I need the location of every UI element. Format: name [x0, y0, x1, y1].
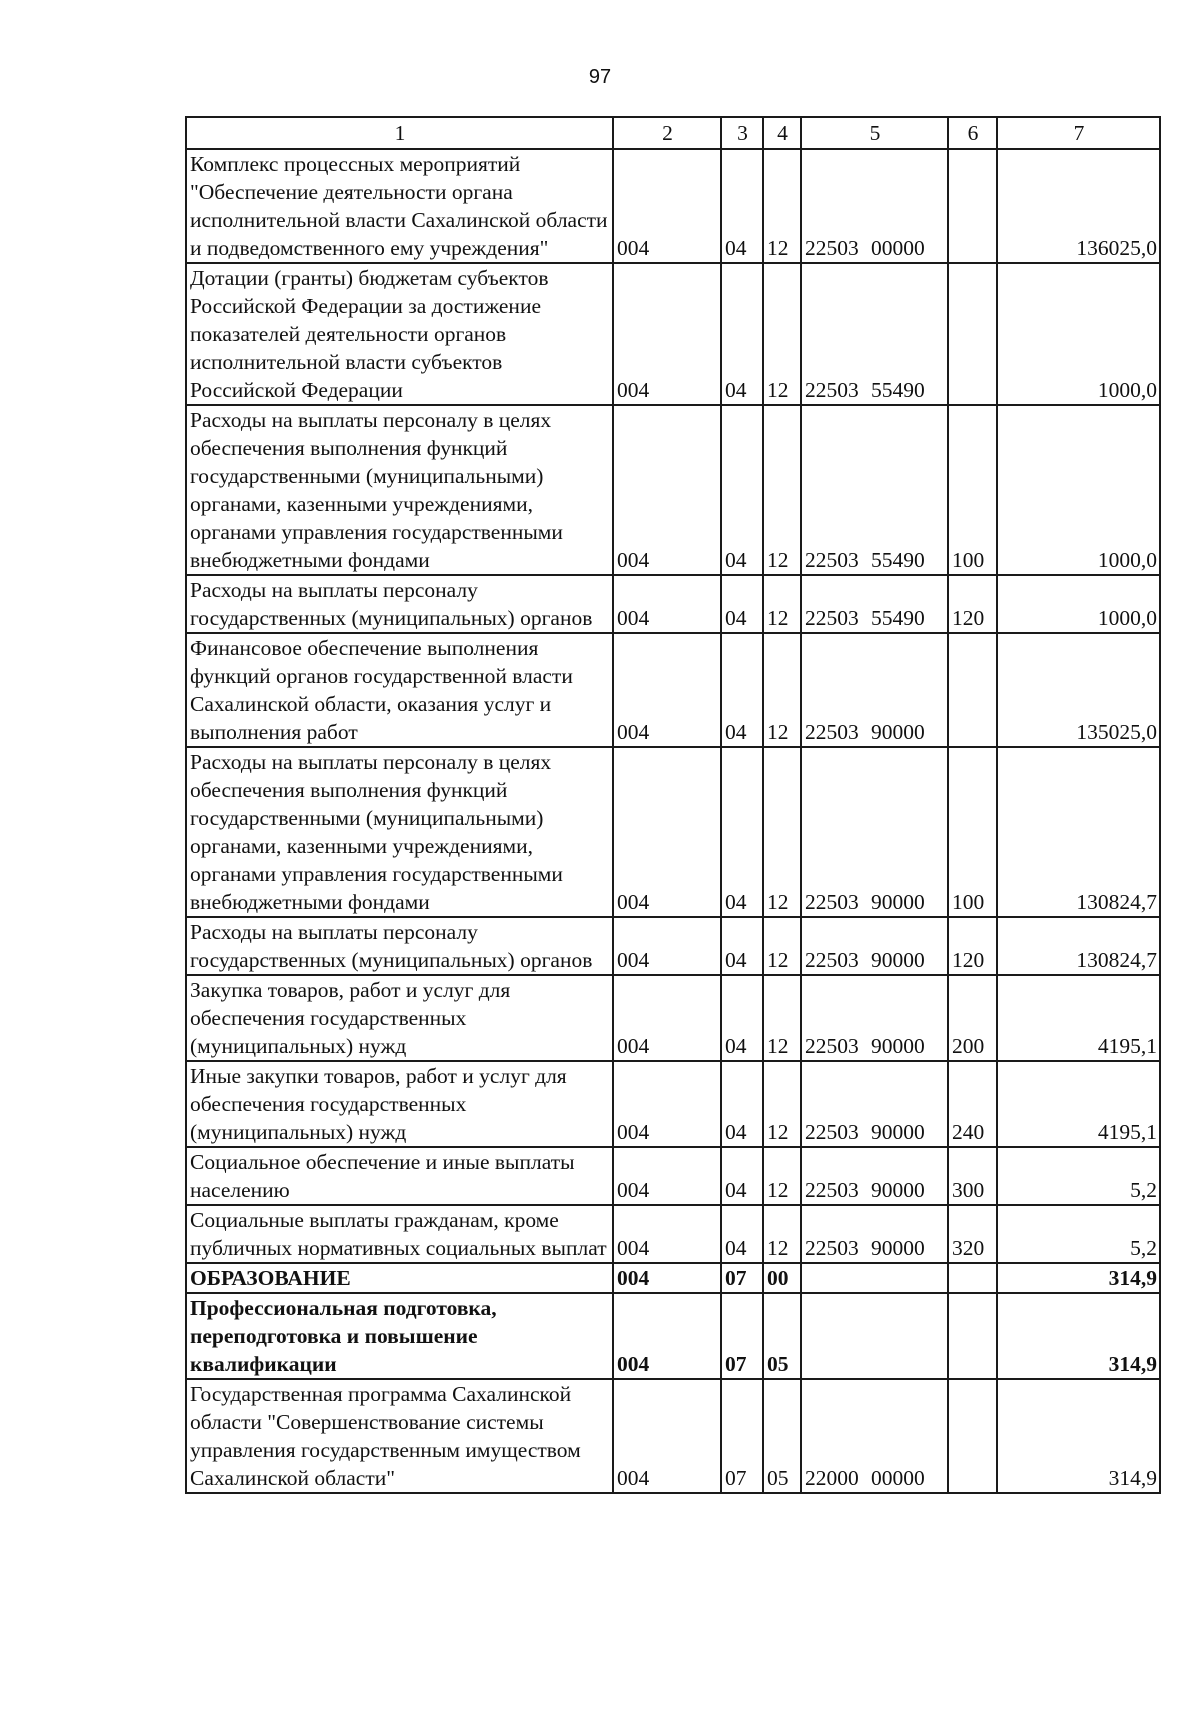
row-section-cell: 04	[721, 1147, 763, 1205]
row-article-part1: 22503	[805, 890, 859, 914]
row-name-cell: Иные закупки товаров, работ и услуг для обеспечения государственных (муниципальных) нужд	[186, 1061, 613, 1147]
row-expense-type-cell: 120	[948, 917, 997, 975]
row-article-part1: 22503	[805, 606, 859, 630]
row-expense-type-cell: 100	[948, 747, 997, 917]
header-col-5: 5	[801, 117, 948, 149]
row-admin-code-cell: 004	[613, 917, 721, 975]
row-amount-cell: 1000,0	[997, 405, 1160, 575]
header-col-1: 1	[186, 117, 613, 149]
row-expense-type-cell: 320	[948, 1205, 997, 1263]
row-article-part2: 00000	[871, 1466, 925, 1490]
row-article-part2: 90000	[871, 1178, 925, 1202]
row-target-article-cell	[801, 263, 948, 405]
row-article-part2: 90000	[871, 1034, 925, 1058]
row-section-cell: 04	[721, 1061, 763, 1147]
row-amount-cell: 314,9	[997, 1379, 1160, 1493]
row-article-part2: 00000	[871, 236, 925, 260]
row-name-cell: Государственная программа Сахалинской области "Совершенствование системы управления государственным имуществом Сахалинской области"	[186, 1379, 613, 1493]
row-target-article-cell	[801, 1147, 948, 1205]
table-row	[186, 263, 1160, 405]
row-target-article-cell	[801, 149, 948, 263]
row-name-cell: Расходы на выплаты персоналу в целях обеспечения выполнения функций государственными (муниципальными) органами, казенными учреждениями, органами управления государственными внебюджетными фондами	[186, 747, 613, 917]
row-admin-code-cell: 004	[613, 975, 721, 1061]
row-article-part2: 90000	[871, 948, 925, 972]
row-article-part2: 90000	[871, 1236, 925, 1260]
row-expense-type-cell: 240	[948, 1061, 997, 1147]
row-article-part1: 22503	[805, 720, 859, 744]
row-section-cell: 07	[721, 1263, 763, 1293]
row-subsection-cell: 12	[763, 747, 801, 917]
row-subsection-cell: 12	[763, 633, 801, 747]
row-admin-code-cell: 004	[613, 1263, 721, 1293]
row-section-cell: 04	[721, 917, 763, 975]
row-amount-cell: 1000,0	[997, 575, 1160, 633]
row-amount-cell: 1000,0	[997, 263, 1160, 405]
header-col-4: 4	[763, 117, 801, 149]
row-section-cell: 04	[721, 747, 763, 917]
row-admin-code-cell: 004	[613, 1293, 721, 1379]
row-article-part1: 22503	[805, 236, 859, 260]
table-row	[186, 1205, 1160, 1263]
row-subsection-cell: 12	[763, 405, 801, 575]
row-target-article-cell	[801, 747, 948, 917]
page-number: 97	[588, 66, 612, 88]
row-name-cell: Закупка товаров, работ и услуг для обеспечения государственных (муниципальных) нужд	[186, 975, 613, 1061]
row-target-article-cell	[801, 575, 948, 633]
row-subsection-cell: 12	[763, 1205, 801, 1263]
row-target-article-cell	[801, 633, 948, 747]
row-target-article-cell	[801, 1061, 948, 1147]
row-article-part2: 55490	[871, 378, 925, 402]
row-article-part1: 22503	[805, 548, 859, 572]
row-article-part1: 22503	[805, 948, 859, 972]
row-section-cell: 04	[721, 633, 763, 747]
row-expense-type-cell: 100	[948, 405, 997, 575]
row-amount-cell: 314,9	[997, 1263, 1160, 1293]
row-admin-code-cell: 004	[613, 1061, 721, 1147]
header-col-2: 2	[613, 117, 721, 149]
row-expense-type-cell	[948, 1263, 997, 1293]
row-admin-code-cell: 004	[613, 263, 721, 405]
row-subsection-cell: 12	[763, 149, 801, 263]
row-amount-cell: 5,2	[997, 1205, 1160, 1263]
row-subsection-cell: 05	[763, 1293, 801, 1379]
row-article-part1: 22503	[805, 1034, 859, 1058]
row-target-article-cell	[801, 975, 948, 1061]
table-row	[186, 633, 1160, 747]
row-name-cell: Дотации (гранты) бюджетам субъектов Российской Федерации за достижение показателей деятельности органов исполнительной власти субъектов Российской Федерации	[186, 263, 613, 405]
table-row	[186, 1061, 1160, 1147]
header-col-7: 7	[997, 117, 1160, 149]
row-amount-cell: 4195,1	[997, 975, 1160, 1061]
row-article-part1: 22503	[805, 1120, 859, 1144]
row-article-part1: 22000	[805, 1466, 859, 1490]
row-amount-cell: 136025,0	[997, 149, 1160, 263]
row-expense-type-cell	[948, 149, 997, 263]
row-article-part2: 55490	[871, 548, 925, 572]
row-section-cell: 04	[721, 1205, 763, 1263]
table-row	[186, 149, 1160, 263]
row-article-part2: 90000	[871, 890, 925, 914]
row-article-part1: 22503	[805, 1178, 859, 1202]
row-name-cell: Расходы на выплаты персоналу государственных (муниципальных) органов	[186, 917, 613, 975]
table-row	[186, 1263, 1160, 1293]
row-name-cell: Расходы на выплаты персоналу в целях обеспечения выполнения функций государственными (муниципальными) органами, казенными учреждениями, органами управления государственными внебюджетными фондами	[186, 405, 613, 575]
row-admin-code-cell: 004	[613, 405, 721, 575]
row-target-article-cell	[801, 1263, 948, 1293]
row-target-article-cell	[801, 1379, 948, 1493]
row-amount-cell: 4195,1	[997, 1061, 1160, 1147]
row-section-cell: 04	[721, 263, 763, 405]
row-article-part2: 55490	[871, 606, 925, 630]
row-name-cell: Расходы на выплаты персоналу государственных (муниципальных) органов	[186, 575, 613, 633]
row-section-cell: 07	[721, 1293, 763, 1379]
row-target-article-cell	[801, 917, 948, 975]
row-subsection-cell: 12	[763, 917, 801, 975]
table-row	[186, 575, 1160, 633]
row-name-cell: Комплекс процессных мероприятий "Обеспечение деятельности органа исполнительной власти Сахалинской области и подведомственного ему учреждения"	[186, 149, 613, 263]
row-target-article-cell	[801, 1293, 948, 1379]
row-article-part2: 90000	[871, 720, 925, 744]
row-name-cell: Финансовое обеспечение выполнения функций органов государственной власти Сахалинской области, оказания услуг и выполнения работ	[186, 633, 613, 747]
table-row	[186, 1293, 1160, 1379]
budget-table	[185, 116, 1161, 1494]
row-expense-type-cell: 200	[948, 975, 997, 1061]
table-row	[186, 747, 1160, 917]
row-expense-type-cell	[948, 263, 997, 405]
table-row	[186, 1379, 1160, 1493]
table-row	[186, 917, 1160, 975]
row-expense-type-cell: 120	[948, 575, 997, 633]
row-amount-cell: 130824,7	[997, 917, 1160, 975]
row-subsection-cell: 12	[763, 1147, 801, 1205]
header-row	[186, 117, 1160, 149]
row-amount-cell: 5,2	[997, 1147, 1160, 1205]
row-article-part2: 90000	[871, 1120, 925, 1144]
row-target-article-cell	[801, 1205, 948, 1263]
row-name-cell: Профессиональная подготовка, переподготовка и повышение квалификации	[186, 1293, 613, 1379]
row-name-cell: ОБРАЗОВАНИЕ	[186, 1263, 613, 1293]
row-subsection-cell: 12	[763, 263, 801, 405]
row-subsection-cell: 00	[763, 1263, 801, 1293]
row-target-article-cell	[801, 405, 948, 575]
row-expense-type-cell: 300	[948, 1147, 997, 1205]
row-article-part1: 22503	[805, 1236, 859, 1260]
row-expense-type-cell	[948, 1379, 997, 1493]
row-expense-type-cell	[948, 1293, 997, 1379]
row-article-part1: 22503	[805, 378, 859, 402]
table-row	[186, 975, 1160, 1061]
row-admin-code-cell: 004	[613, 149, 721, 263]
row-section-cell: 04	[721, 405, 763, 575]
row-section-cell: 04	[721, 575, 763, 633]
header-col-6: 6	[948, 117, 997, 149]
row-subsection-cell: 12	[763, 1061, 801, 1147]
row-admin-code-cell: 004	[613, 1205, 721, 1263]
row-name-cell: Социальное обеспечение и иные выплаты населению	[186, 1147, 613, 1205]
row-section-cell: 04	[721, 975, 763, 1061]
row-amount-cell: 130824,7	[997, 747, 1160, 917]
row-name-cell: Социальные выплаты гражданам, кроме публичных нормативных социальных выплат	[186, 1205, 613, 1263]
table-row	[186, 1147, 1160, 1205]
header-col-3: 3	[721, 117, 763, 149]
row-subsection-cell: 12	[763, 975, 801, 1061]
row-section-cell: 07	[721, 1379, 763, 1493]
row-admin-code-cell: 004	[613, 633, 721, 747]
row-amount-cell: 314,9	[997, 1293, 1160, 1379]
row-subsection-cell: 12	[763, 575, 801, 633]
row-admin-code-cell: 004	[613, 1147, 721, 1205]
row-amount-cell: 135025,0	[997, 633, 1160, 747]
row-admin-code-cell: 004	[613, 575, 721, 633]
row-section-cell: 04	[721, 149, 763, 263]
table-row	[186, 405, 1160, 575]
row-expense-type-cell	[948, 633, 997, 747]
row-admin-code-cell: 004	[613, 747, 721, 917]
row-admin-code-cell: 004	[613, 1379, 721, 1493]
row-subsection-cell: 05	[763, 1379, 801, 1493]
